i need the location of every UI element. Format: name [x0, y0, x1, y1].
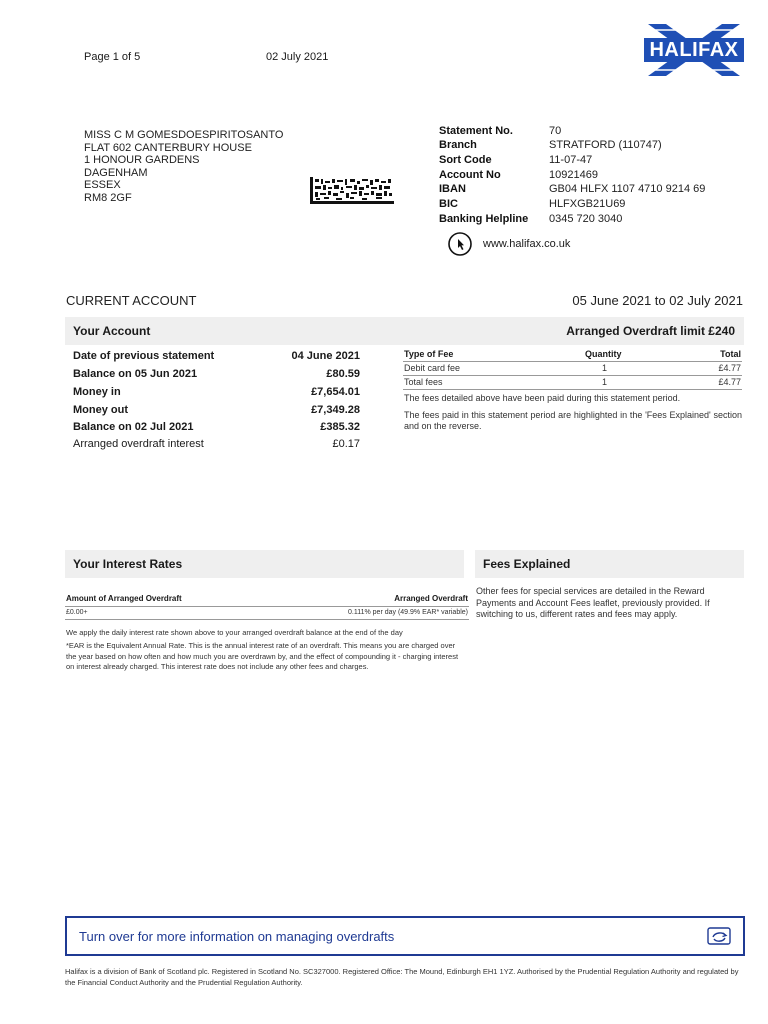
interest-rates-bar [65, 550, 464, 578]
address-line: MISS C M GOMESDOESPIRITOSANTO [84, 129, 284, 141]
summary-value: £7,654.01 [311, 386, 360, 398]
interest-rate: 0.111% per day (49.9% EAR* variable) [348, 609, 468, 616]
halifax-logo [644, 24, 744, 76]
fees-header-quantity: Quantity [585, 349, 622, 359]
account-no-value: 10921469 [549, 169, 598, 181]
your-account-title: Your Account [73, 324, 151, 338]
summary-label: Balance on 05 Jun 2021 [73, 368, 198, 380]
statement-no-label: Statement No. [439, 125, 513, 137]
cursor-click-icon [448, 232, 472, 256]
website-link[interactable]: www.halifax.co.uk [483, 238, 571, 250]
fee-quantity: 1 [602, 377, 608, 387]
address-line: ESSEX [84, 179, 121, 191]
statement-no-value: 70 [549, 125, 562, 137]
divider [65, 619, 469, 620]
summary-label: Balance on 02 Jul 2021 [73, 421, 194, 433]
fee-total: £4.77 [718, 377, 741, 387]
iban-value: GB04 HLFX 1107 4710 9214 69 [549, 183, 706, 195]
banner-text: Turn over for more information on managing overdrafts [79, 929, 395, 944]
fees-note-highlighted: The fees paid in this statement period are highlighted in the 'Fees Explained' section and on the reverse. [404, 410, 742, 431]
helpline-value: 0345 720 3040 [549, 213, 623, 225]
summary-label: Money in [73, 386, 121, 398]
branch-label: Branch [439, 139, 477, 151]
divider [403, 389, 742, 390]
divider [403, 375, 742, 376]
address-line: FLAT 602 CANTERBURY HOUSE [84, 141, 252, 154]
overdraft-limit: Arranged Overdraft limit £240 [566, 324, 735, 338]
summary-label: Money out [73, 404, 128, 416]
interest-col-amount: Amount of Arranged Overdraft [66, 594, 182, 603]
statement-date: 02 July 2021 [266, 51, 329, 63]
fee-total: £4.77 [718, 363, 741, 373]
interest-amount: £0.00+ [66, 609, 88, 616]
sort-code-label: Sort Code [439, 154, 492, 166]
summary-value: £0.17 [332, 438, 360, 450]
fees-explained-text: Other fees for special services are detailed in the Reward Payments and Account Fees leaflet, previously provided. If switching to us, different rates and fees may apply. [476, 586, 710, 619]
interest-note-daily: We apply the daily interest rate shown above to your arranged overdraft balance at the end of the day [66, 628, 403, 637]
interest-rates-title: Your Interest Rates [73, 557, 183, 571]
address-line: RM8 2GF [84, 191, 132, 204]
barcode-icon [310, 177, 394, 204]
summary-label: Date of previous statement [73, 350, 215, 362]
interest-col-rate: Arranged Overdraft [394, 594, 468, 603]
account-type: CURRENT ACCOUNT [66, 293, 197, 308]
interest-note-ear: *EAR is the Equivalent Annual Rate. This is the annual interest rate of an overdraft. This means you are charged over the year based on how often and how much you are overdrawn by, and the effect of compounding it - charging interest on interest already charged. This interest rate does not include any other fees and charges. [66, 641, 459, 671]
branch-value: STRATFORD (110747) [549, 139, 662, 151]
fees-header-type: Type of Fee [404, 349, 454, 359]
sort-code-value: 11-07-47 [549, 154, 593, 166]
fees-header-total: Total [720, 349, 741, 359]
summary-label: Arranged overdraft interest [73, 438, 204, 450]
brand-name: HALIFAX [644, 38, 744, 62]
iban-label: IBAN [439, 183, 466, 195]
turn-over-icon [705, 923, 733, 949]
bic-label: BIC [439, 198, 458, 210]
statement-period: 05 June 2021 to 02 July 2021 [572, 293, 743, 308]
fee-quantity: 1 [602, 363, 608, 373]
address-line: DAGENHAM [84, 166, 148, 179]
divider [65, 606, 469, 607]
overdraft-info-banner[interactable] [65, 916, 745, 956]
summary-value: £80.59 [326, 368, 360, 380]
your-account-bar [65, 317, 744, 345]
account-no-label: Account No [439, 169, 501, 181]
helpline-label: Banking Helpline [439, 213, 529, 225]
summary-value: £7,349.28 [311, 404, 360, 416]
page-number: Page 1 of 5 [84, 51, 141, 63]
summary-value: 04 June 2021 [291, 350, 360, 362]
fee-type: Total fees [404, 377, 443, 387]
fees-note-paid: The fees detailed above have been paid during this statement period. [404, 393, 681, 403]
bic-value: HLFXGB21U69 [549, 198, 626, 210]
divider [403, 361, 742, 362]
legal-text: Halifax is a division of Bank of Scotland plc. Registered in Scotland No. SC327000. Registered Office: The Mound, Edinburgh EH1 1YZ. Authorised by the Prudential Regulation Authority and regulated by the Financial Conduct Authority and the Prudential Regulation Authority. [65, 967, 739, 987]
fees-explained-bar [475, 550, 744, 578]
address-line: 1 HONOUR GARDENS [84, 154, 200, 166]
address-block [84, 129, 283, 204]
fee-type: Debit card fee [404, 363, 461, 373]
summary-value: £385.32 [320, 421, 360, 433]
fees-explained-title: Fees Explained [483, 557, 571, 571]
